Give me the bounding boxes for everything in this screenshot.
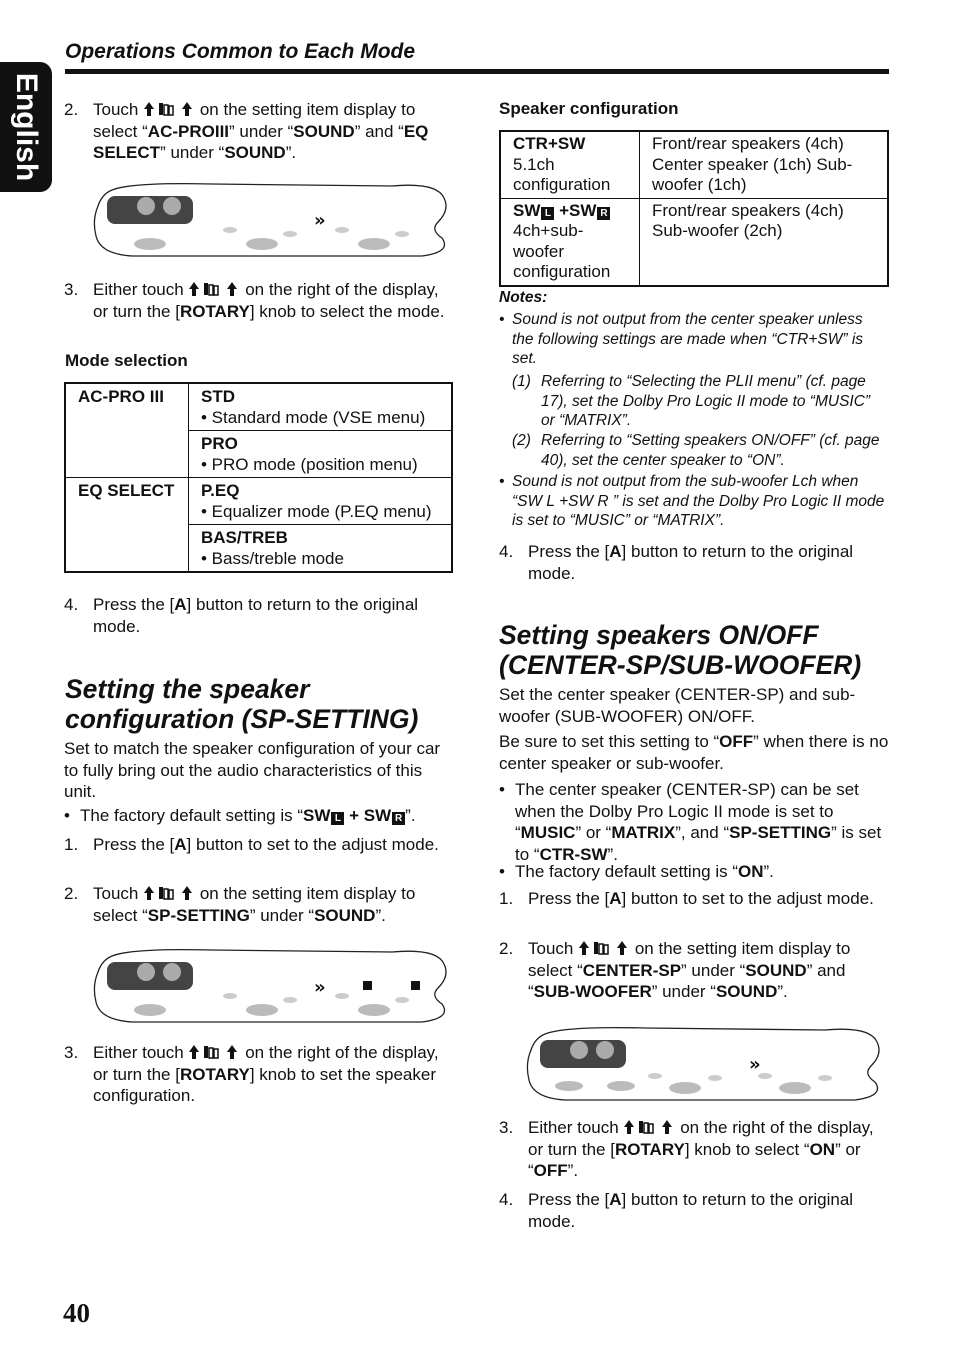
display-illustration [92,180,452,260]
touch-key-icon [188,1043,240,1061]
arrow-glyph: » [314,977,326,998]
arrow-glyph: » [314,210,326,231]
language-tab-label: English [10,72,43,182]
touch-key-icon [188,280,240,298]
display-illustration [92,946,452,1026]
language-tab [0,62,52,192]
onoff-step-4: 4. Press the [A] button to return to the original mode. [499,1190,854,1231]
left-step-4: 4. Press the [A] button to return to the original mode. [64,595,419,636]
notes-block: Notes: • Sound is not output from the center speaker unless the following settings are made when “CTR+SW” is set. (1) Referring to “Selecting the PLII menu” (cf. page 17), set the Dolby Pro Logic II mode to “MUSIC” or “MATRIX”. (2) Referring to “Setting speakers ON/OFF” (cf. page 40), set the center speaker to “ON”. • Sound is not output from the sub-woofer Lch when “SW L +SW R ” is set and the Dolby Pro Logic II mode is set to “MUSIC” or “MATRIX”. [499,289,885,529]
sp-step-1: 1. Press the [A] button to set to the adjust mode. [64,835,439,854]
touch-key-icon [578,939,630,957]
touch-key-icon [143,884,195,902]
left-step-2: 2. Touch on the setting item display to select “AC-PROIII” under “SOUND” and “EQ SELECT” under “SOUND”. [64,100,429,162]
onoff-step-3: 3. Either touch on the right of the display, or turn the [ROTARY] knob to select “ON” or “OFF”. [499,1118,874,1180]
onoff-step-1: 1. Press the [A] button to set to the adjust mode. [499,889,874,908]
sp-step-3: 3. Either touch on the right of the display, or turn the [ROTARY] knob to set the speaker configuration. [64,1043,439,1105]
arrow-glyph: » [749,1054,761,1075]
onoff-step-2: 2. Touch on the setting item display to select “CENTER-SP” under “SOUND” and “SUB-WOOFER” under “SOUND”. [499,939,851,1001]
touch-key-icon [143,100,195,118]
onoff-bullet-2: • The factory default setting is “ON”. [499,862,774,881]
sp-step-2: 2. Touch on the setting item display to select “SP-SETTING” under “SOUND”. [64,884,416,925]
speaker-config-title: Speaker configuration [499,99,679,118]
right-step-4: 4. Press the [A] button to return to the original mode. [499,542,854,583]
left-step-3: 3. Either touch on the right of the display, or turn the [ROTARY] knob to select the mode. [64,280,445,321]
onoff-intro: Set the center speaker (CENTER-SP) and sub-woofer (SUB-WOOFER) ON/OFF. [499,685,856,726]
section-title-sp-setting: Setting the speaker configuration (SP-SETTING) [65,674,419,734]
onoff-note: Be sure to set this setting to “OFF” when there is no center speaker or sub-woofer. [499,732,889,773]
page-header: Operations Common to Each Mode [65,40,416,63]
mode-table: AC-PRO III STD • Standard mode (VSE menu) PRO • PRO mode (position menu) EQ SELECT P.EQ • Equalizer mode (P.EQ menu) BAS/TREB • Bass/treble mode [64,382,453,573]
header-rule [65,69,889,74]
section-title-speakers-onoff: Setting speakers ON/OFF (CENTER-SP/SUB-WOOFER) [499,620,862,680]
page-number: 40 [63,1298,90,1328]
speaker-config-table: CTR+SW 5.1ch configuration Front/rear speakers (4ch) Center speaker (1ch) Sub-woofer (1ch) SW L +SW R 4ch+sub-woofer configuration Front/rear speakers (4ch) Sub-woofer (2ch) [499,130,889,287]
onoff-bullet-1: • The center speaker (CENTER-SP) can be set when the Dolby Pro Logic II mode is set to “MUSIC” or “MATRIX”, and “SP-SETTING” is set to “CTR-SW”. [499,780,882,864]
sp-default-bullet: • The factory default setting is “SW L + SW R ”. [64,806,416,825]
display-illustration [525,1024,885,1104]
sp-setting-intro: Set to match the speaker configuration of your car to fully bring out the audio characteristics of this unit. [64,739,441,801]
touch-key-icon [623,1118,675,1136]
mode-selection-title: Mode selection [65,351,188,370]
